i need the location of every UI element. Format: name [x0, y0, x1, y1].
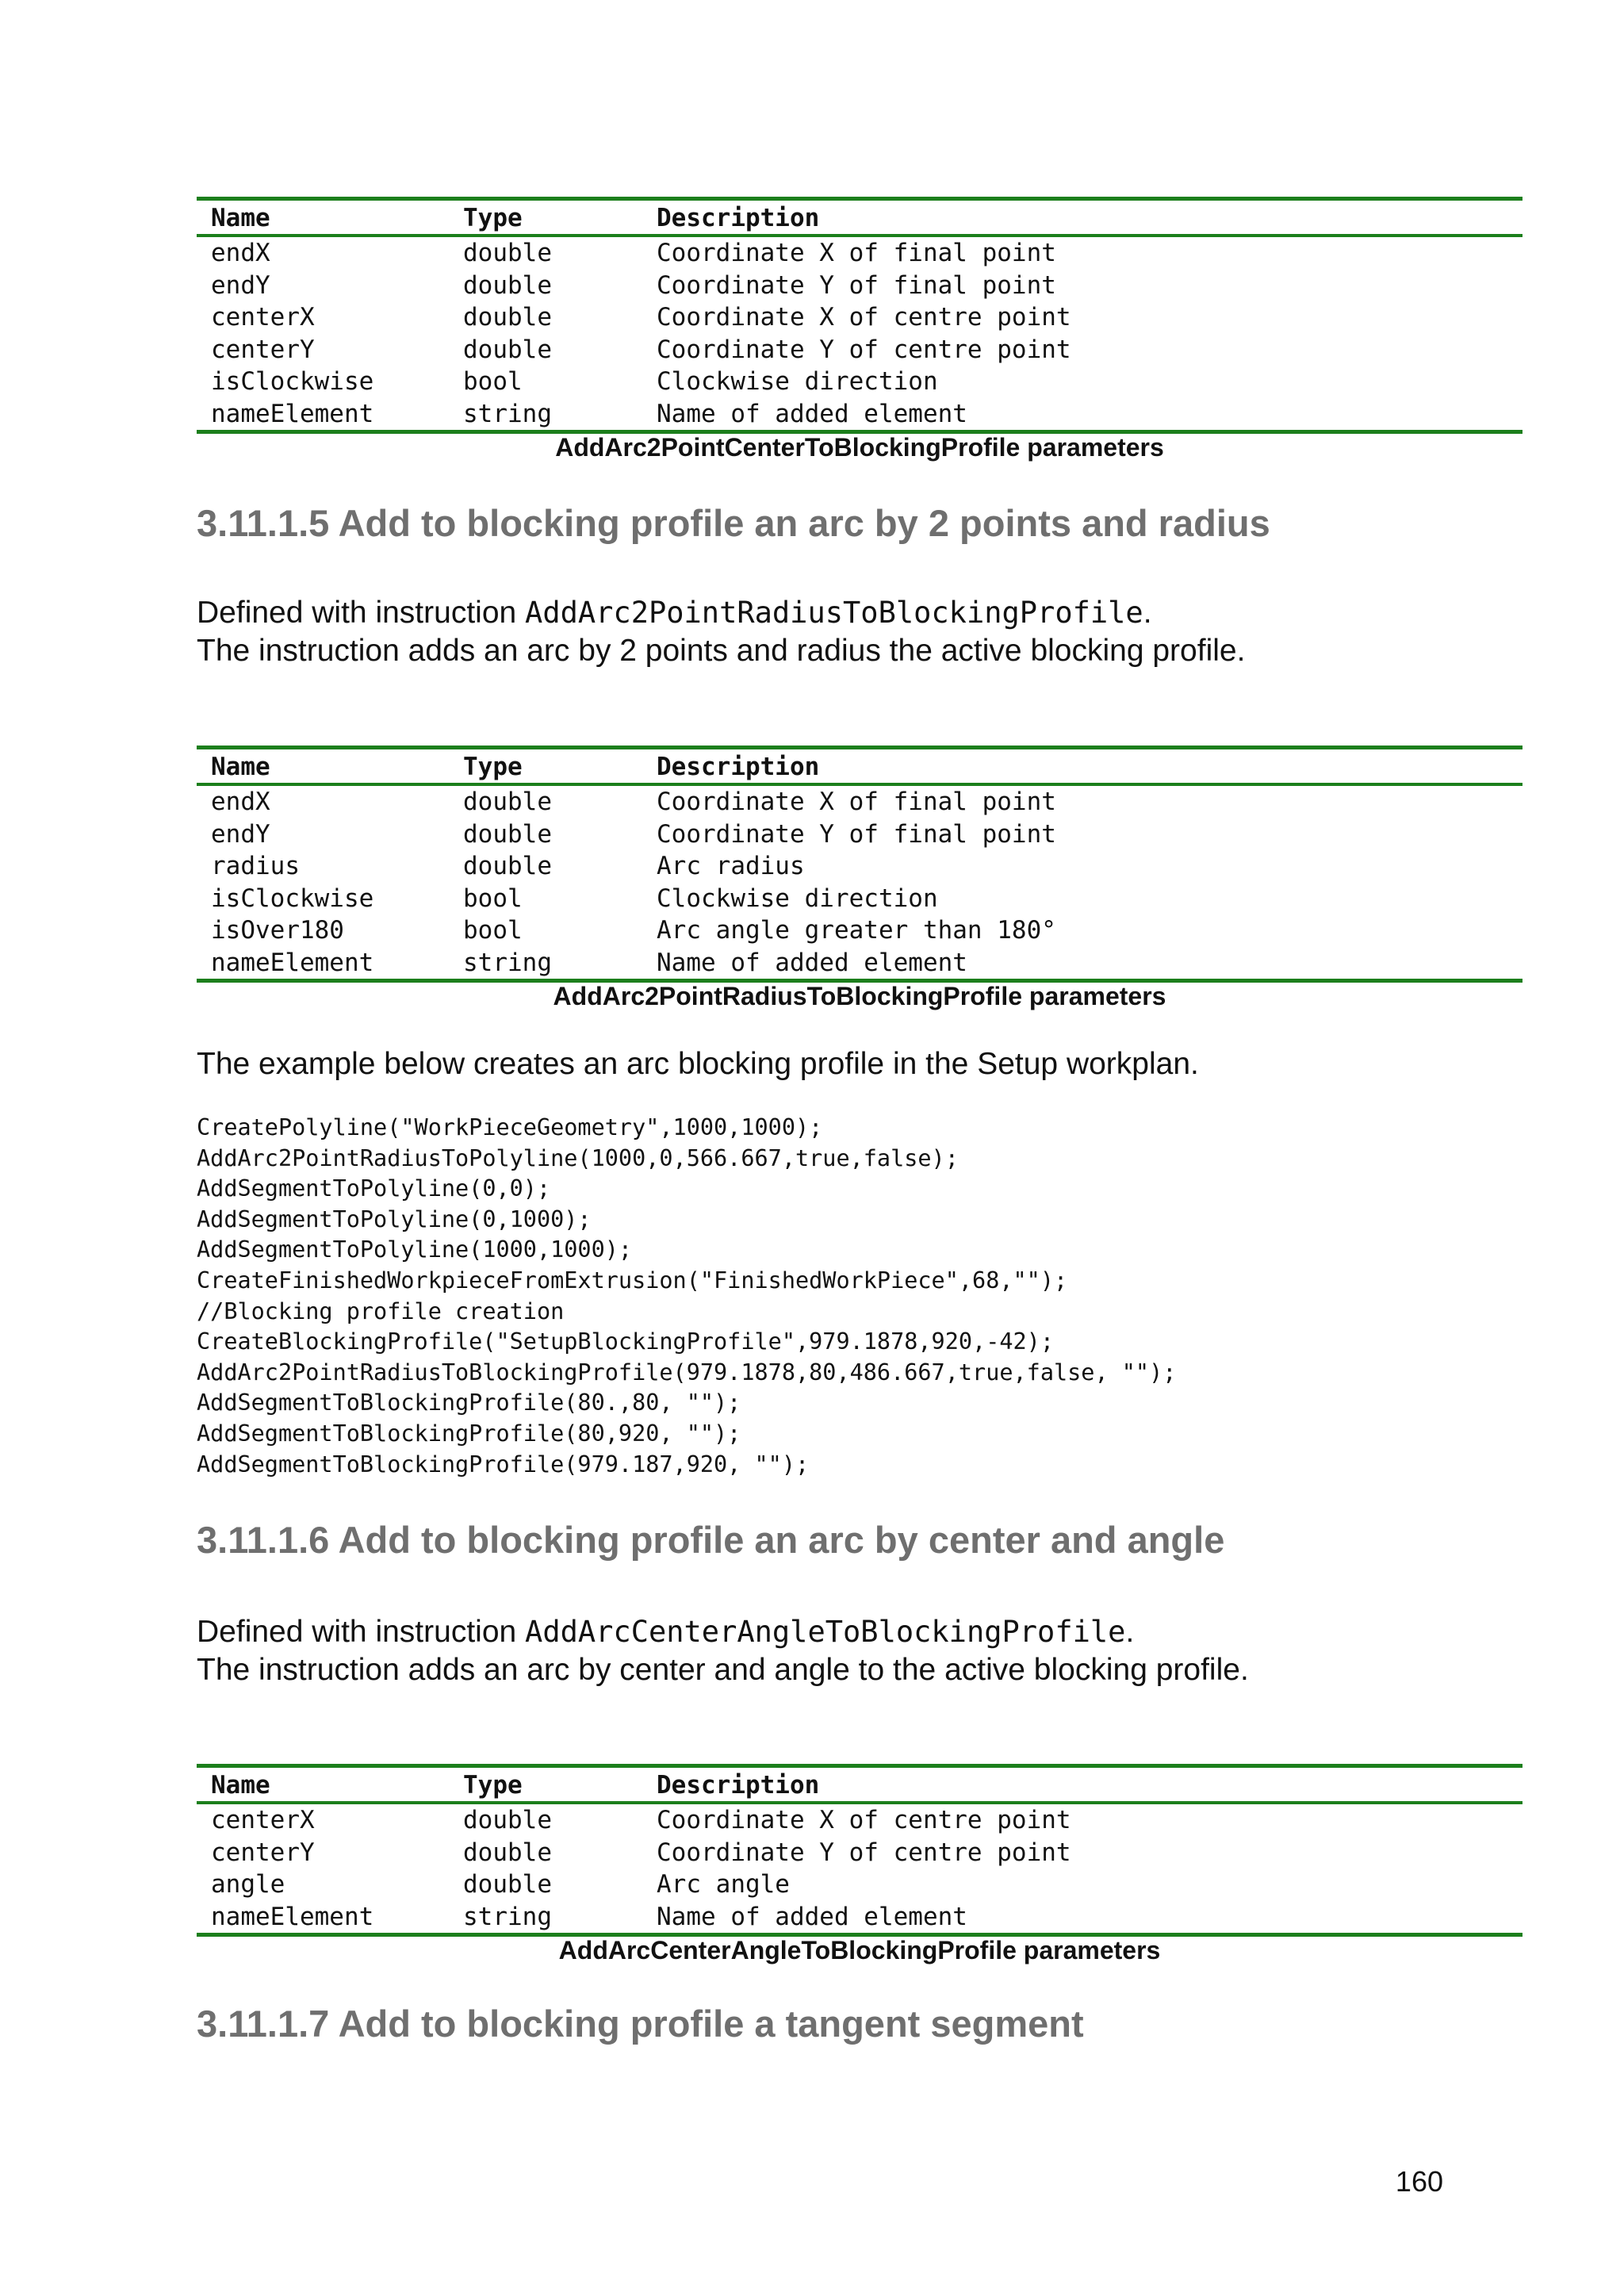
code-line: CreatePolyline("WorkPieceGeometry",1000,1000);: [197, 1114, 823, 1140]
column-header-type: Type: [449, 1766, 642, 1803]
section-heading: 3.11.1.6 Add to blocking profile an arc by center and angle: [197, 1519, 1225, 1561]
cell-name: endY: [211, 819, 270, 849]
definition-paragraph: [197, 1613, 1249, 1689]
table-row: [197, 850, 1522, 883]
column-header-description: Description: [642, 199, 1522, 236]
cell-name: isClockwise: [211, 884, 374, 913]
cell-name: endY: [211, 270, 270, 300]
column-header-name: Name: [197, 1766, 449, 1803]
code-line: AddSegmentToPolyline(1000,1000);: [197, 1236, 633, 1263]
column-header-type: Type: [449, 748, 642, 785]
instruction-description: The instruction adds an arc by center and angle to the active blocking profile.: [197, 1653, 1249, 1687]
cell-type: bool: [463, 884, 523, 913]
definition-paragraph: [197, 594, 1245, 670]
table-row: [197, 270, 1522, 302]
table-row: [197, 1869, 1522, 1901]
cell-name: endX: [211, 239, 270, 267]
cell-type: double: [463, 1806, 552, 1834]
table-row: [197, 398, 1522, 432]
cell-description: Name of added element: [642, 398, 1522, 432]
code-line: AddArc2PointRadiusToBlockingProfile(979.1878,80,486.667,true,false, "");: [197, 1359, 1177, 1386]
table-body: [197, 784, 1522, 981]
example-intro: The example below creates an arc blocking profile in the Setup workplan.: [197, 1047, 1199, 1081]
cell-name: angle: [211, 1870, 285, 1899]
code-line: AddArc2PointRadiusToPolyline(1000,0,566.667,true,false);: [197, 1144, 959, 1171]
instruction-name: AddArc2PointRadiusToBlockingProfile: [525, 596, 1143, 630]
cell-description: Coordinate X of final point: [657, 788, 1056, 816]
cell-description: Arc angle greater than 180°: [657, 916, 1056, 945]
cell-type: bool: [463, 367, 523, 396]
table-row: [197, 883, 1522, 915]
cell-type: string: [449, 398, 642, 432]
cell-description: Coordinate Y of final point: [657, 270, 1056, 300]
cell-type: double: [463, 335, 552, 364]
cell-name: isOver180: [211, 916, 344, 945]
code-line: CreateFinishedWorkpieceFromExtrusion("FinishedWorkPiece",68,"");: [197, 1267, 1068, 1294]
cell-name: radius: [211, 852, 300, 880]
table-row: [197, 947, 1522, 981]
cell-type: double: [463, 852, 552, 880]
table-header-row: [197, 199, 1522, 236]
code-line: AddSegmentToPolyline(0,1000);: [197, 1205, 592, 1232]
instruction-description: The instruction adds an arc by 2 points and radius the active blocking profile.: [197, 634, 1246, 668]
table-row: [197, 914, 1522, 947]
cell-type: bool: [463, 916, 523, 945]
table-body: [197, 236, 1522, 432]
cell-description: Coordinate Y of centre point: [657, 335, 1071, 364]
column-header-type: Type: [449, 199, 642, 236]
cell-name: centerX: [211, 1806, 315, 1834]
cell-name: centerY: [211, 1838, 315, 1867]
params-table-arc2point-radius: [197, 746, 1522, 983]
cell-type: double: [463, 239, 552, 267]
code-line: AddSegmentToBlockingProfile(80.,80, "");: [197, 1389, 741, 1416]
cell-description: Coordinate Y of centre point: [657, 1838, 1071, 1867]
table-caption: AddArcCenterAngleToBlockingProfile parameters: [558, 1936, 1161, 1964]
cell-description: Clockwise direction: [657, 884, 938, 913]
instruction-name: AddArcCenterAngleToBlockingProfile: [525, 1615, 1126, 1649]
table-row: [197, 366, 1522, 398]
column-header-name: Name: [197, 748, 449, 785]
column-header-description: Description: [642, 1766, 1522, 1803]
table-row: [197, 1837, 1522, 1869]
cell-description: Coordinate X of centre point: [657, 303, 1071, 332]
page-number: 160: [1395, 2165, 1443, 2198]
table-row: [197, 784, 1522, 818]
cell-name: nameElement: [197, 947, 449, 981]
cell-type: double: [463, 788, 552, 816]
params-table-arc-center-angle: [197, 1764, 1522, 1937]
code-line: AddSegmentToPolyline(0,0);: [197, 1175, 551, 1202]
table-row: [197, 236, 1522, 270]
definition-suffix: .: [1125, 1615, 1135, 1649]
code-line: AddSegmentToBlockingProfile(979.187,920, "");: [197, 1451, 810, 1478]
table-row: [197, 301, 1522, 334]
code-line: //Blocking profile creation: [197, 1297, 565, 1324]
table-header-row: [197, 748, 1522, 785]
cell-type: string: [449, 1901, 642, 1935]
section-heading: 3.11.1.5 Add to blocking profile an arc by 2 points and radius: [197, 502, 1270, 544]
definition-prefix: Defined with instruction: [197, 596, 526, 630]
table-caption: AddArc2PointCenterToBlockingProfile parameters: [555, 433, 1164, 462]
cell-type: double: [463, 303, 552, 332]
section-heading: 3.11.1.7 Add to blocking profile a tangent segment: [197, 2003, 1084, 2045]
cell-type: double: [463, 819, 552, 849]
cell-name: nameElement: [197, 398, 449, 432]
cell-description: Arc radius: [657, 852, 805, 880]
cell-description: Name of added element: [642, 947, 1522, 981]
cell-type: string: [449, 947, 642, 981]
cell-type: double: [463, 1838, 552, 1867]
column-header-name: Name: [197, 199, 449, 236]
cell-name: endX: [211, 788, 270, 816]
params-table-arc2point-center: [197, 197, 1522, 434]
table-row: [197, 818, 1522, 851]
table-row: [197, 1803, 1522, 1837]
cell-description: Name of added element: [642, 1901, 1522, 1935]
cell-name: centerY: [211, 335, 315, 364]
column-header-description: Description: [642, 748, 1522, 785]
table-row: [197, 1901, 1522, 1935]
cell-description: Clockwise direction: [657, 367, 938, 396]
cell-name: centerX: [211, 303, 315, 332]
table-header-row: [197, 1766, 1522, 1803]
cell-description: Arc angle: [657, 1870, 790, 1899]
cell-description: Coordinate X of centre point: [657, 1806, 1071, 1834]
cell-name: isClockwise: [211, 367, 374, 396]
code-line: AddSegmentToBlockingProfile(80,920, "");: [197, 1420, 741, 1447]
cell-name: nameElement: [197, 1901, 449, 1935]
definition-prefix: Defined with instruction: [197, 1615, 526, 1649]
table-body: [197, 1803, 1522, 1935]
table-row: [197, 334, 1522, 366]
cell-type: double: [463, 1870, 552, 1899]
definition-suffix: .: [1143, 596, 1152, 630]
table-caption: AddArc2PointRadiusToBlockingProfile parameters: [553, 982, 1166, 1010]
cell-description: Coordinate X of final point: [657, 239, 1056, 267]
cell-type: double: [463, 270, 552, 300]
code-example: [197, 1113, 1176, 1480]
cell-description: Coordinate Y of final point: [657, 819, 1056, 849]
code-line: CreateBlockingProfile("SetupBlockingProfile",979.1878,920,-42);: [197, 1328, 1054, 1355]
